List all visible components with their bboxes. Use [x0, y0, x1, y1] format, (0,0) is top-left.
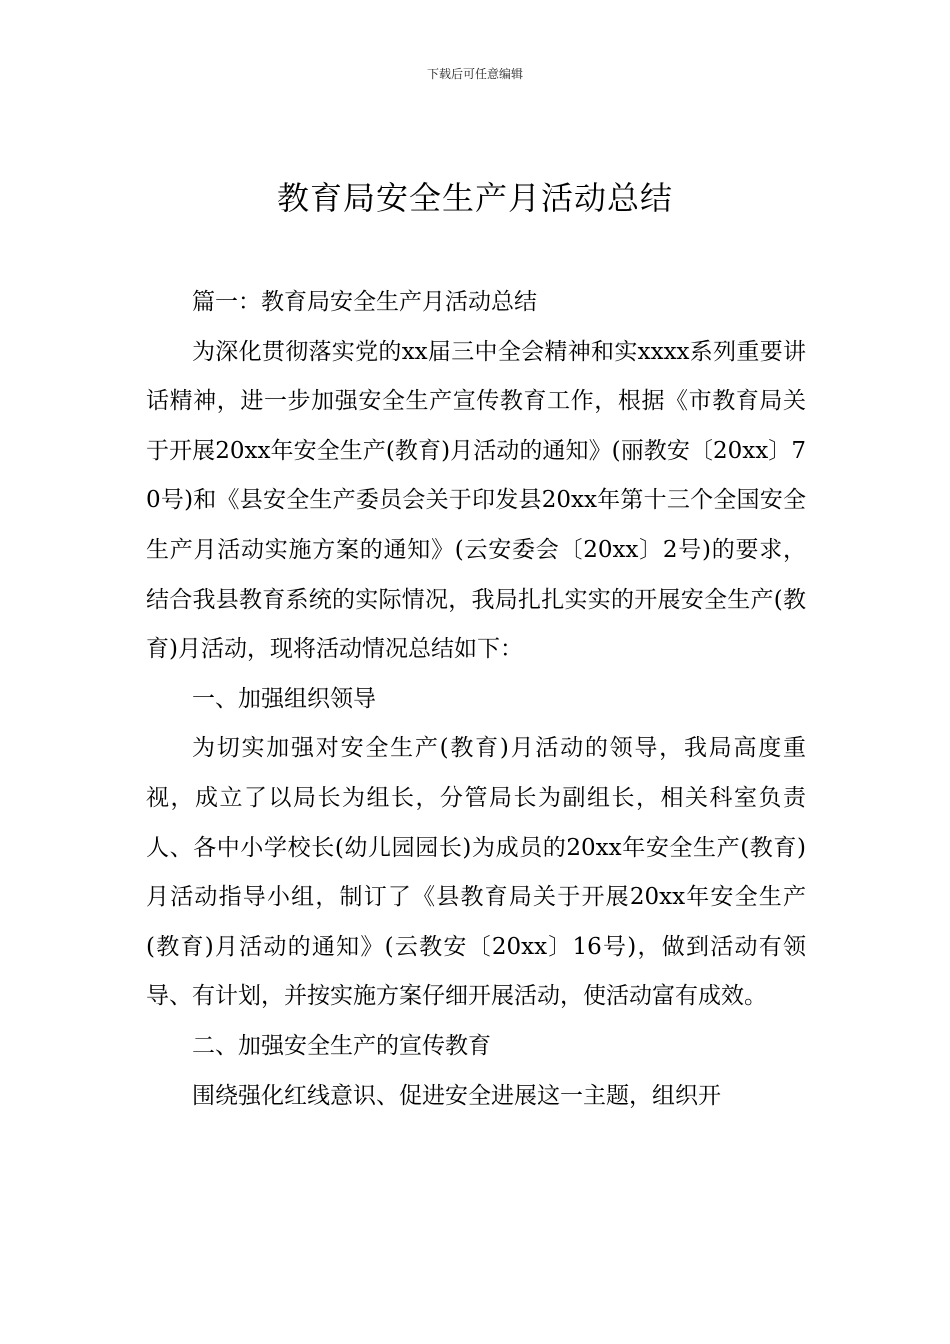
section-subtitle: 篇一：教育局安全生产月活动总结 [192, 289, 537, 315]
body-paragraph: 为深化贯彻落实党的xx届三中全会精神和实xxxx系列重要讲话精神，进一步加强安全生产宣传教育工作，根据《市教育局关于开展20xx年安全生产(教育)月活动的通知》(丽教安〔20xx〕70号)和《县安全生产委员会关于印发县20xx年第十三个全国安全生产月活动实施方案的通知》(云安委会〔20xx〕2号)的要求，结合我县教育系统的实际情况，我局扎扎实实的开展安全生产(教育)月活动，现将活动情况总结如下： [146, 338, 806, 663]
section-heading: 二、加强安全生产的宣传教育 [192, 1032, 491, 1059]
body-paragraph: 围绕强化红线意识、促进安全进展这一主题，组织开 [192, 1082, 721, 1109]
document-title: 教育局安全生产月活动总结 [276, 179, 673, 217]
header-note: 下载后可任意编辑 [426, 67, 523, 81]
section-heading: 一、加强组织领导 [192, 685, 376, 712]
document-body [146, 278, 806, 1121]
body-paragraph: 为切实加强对安全生产(教育)月活动的领导，我局高度重视，成立了以局长为组长，分管局长为副组长，相关科室负责人、各中小学校长(幼儿园园长)为成员的20xx年安全生产(教育)月活动指导小组，制订了《县教育局关于开展20xx年安全生产(教育)月活动的通知》(云教安〔20xx〕16号)，做到活动有领导、有计划，并按实施方案仔细开展活动，使活动富有成效。 [146, 735, 806, 1010]
